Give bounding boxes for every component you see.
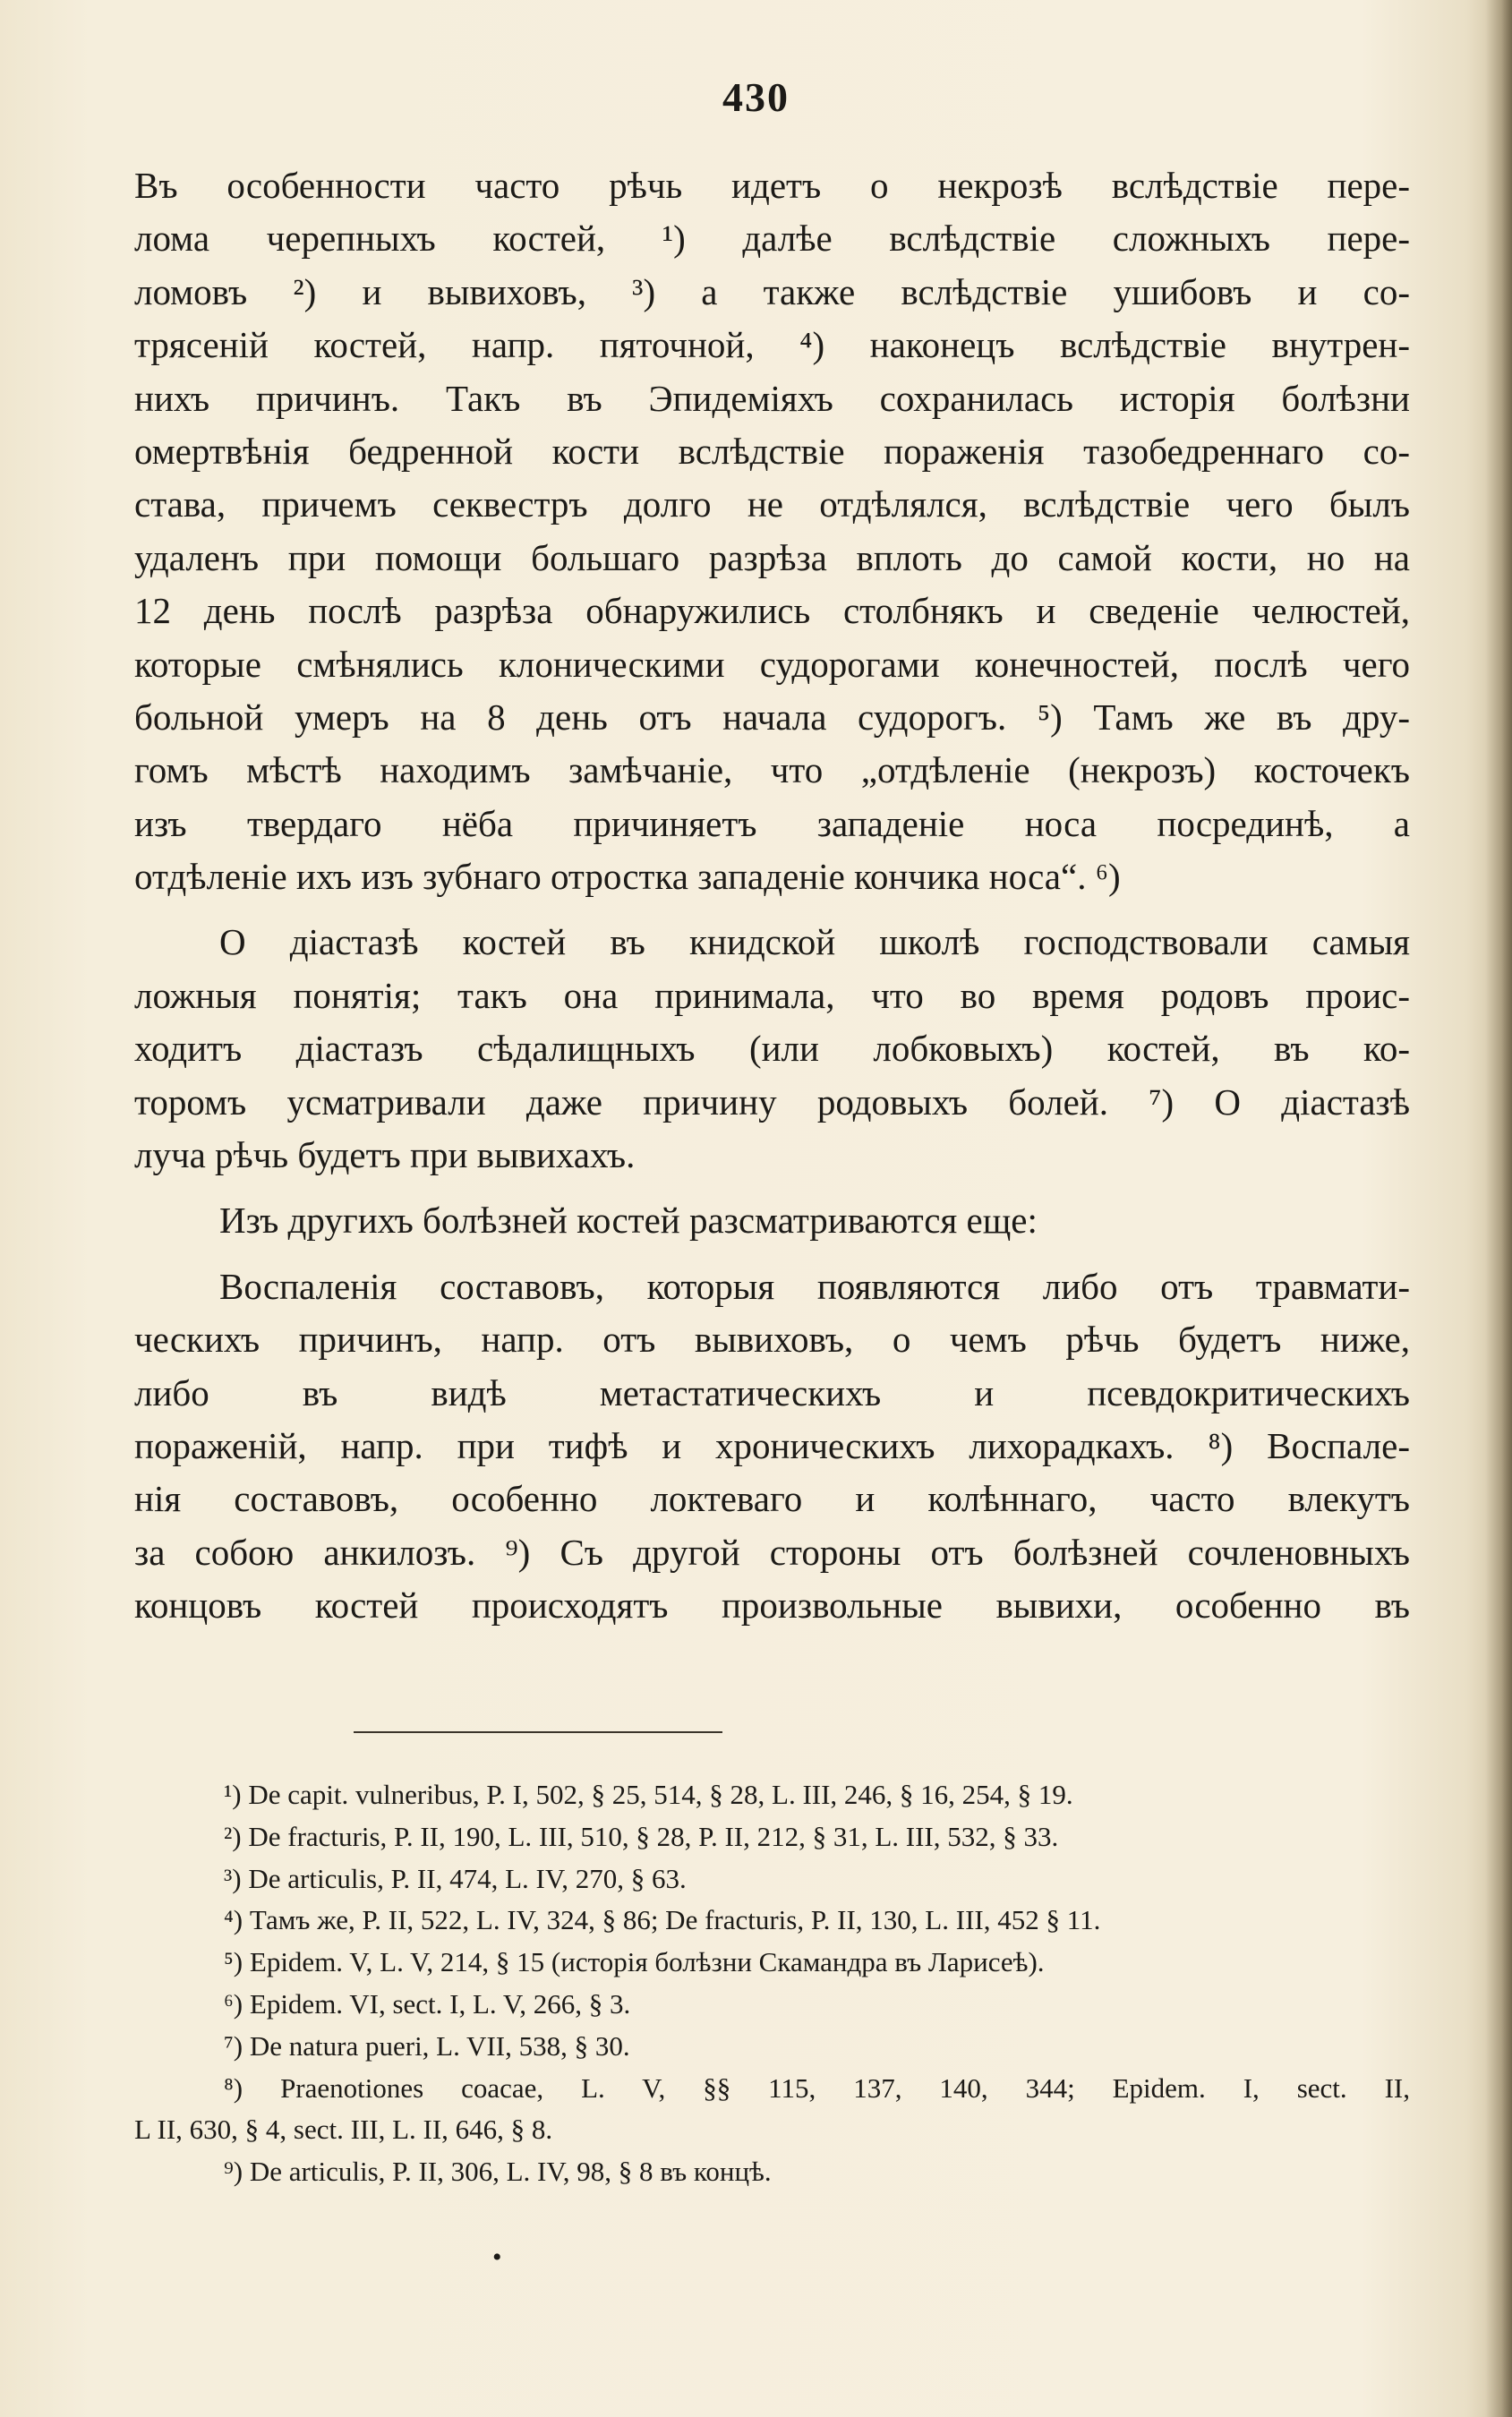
footnote: ⁹) De articulis, P. II, 306, L. IV, 98, § 8 въ концѣ. (224, 2156, 772, 2188)
text-line: торомъ усматривали даже причину родовыхъ болей. ⁷) О діастазѣ (134, 1080, 1410, 1123)
text-line: луча рѣчь будетъ при вывихахъ. (134, 1134, 636, 1176)
footnote: ³) De articulis, P. II, 474, L. IV, 270, § 63. (224, 1862, 687, 1894)
paragraph-gap (134, 903, 1410, 916)
page-spine-shadow (1485, 0, 1512, 2417)
text-line: нія составовъ, особенно локтеваго и колѣннаго, часто влекутъ (134, 1478, 1410, 1520)
text-line: 12 день послѣ разрѣза обнаружились столбнякъ и сведеніе челюстей, (134, 590, 1410, 632)
footnote: ⁷) De natura pueri, L. VII, 538, § 30. (224, 2029, 630, 2062)
text-line: Воспаленія составовъ, которыя появляются либо отъ травмати- (219, 1265, 1410, 1307)
text-line: ложныя понятія; такъ она принимала, что во время родовъ проис- (134, 974, 1410, 1016)
footnote: ⁴) Тамъ же, P. II, 522, L. IV, 324, § 86; De fracturis, P. II, 130, L. III, 452 § 11. (224, 1904, 1101, 1936)
main-text (134, 159, 1410, 1633)
footnotes (134, 1774, 1410, 2193)
footnote: ⁸) Praenotiones coacae, L. V, §§ 115, 137, 140, 344; Epidem. I, sect. II, (224, 2071, 1410, 2104)
text-line: става, причемъ секвестръ долго не отдѣлялся, вслѣдствіе чего былъ (134, 483, 1410, 525)
footnote: ²) De fracturis, P. II, 190, L. III, 510, § 28, P. II, 212, § 31, L. III, 532, § 33. (224, 1820, 1059, 1852)
text-line: ломовъ ²) и вывиховъ, ³) а также вслѣдствіе ушибовъ и со- (134, 270, 1410, 312)
paragraph-gap (134, 1182, 1410, 1194)
text-line: которые смѣнялись клоническими судорогами конечностей, послѣ чего (134, 643, 1410, 685)
text-line: концовъ костей происходятъ произвольные вывихи, особенно въ (134, 1584, 1410, 1627)
text-line: омертвѣнія бедренной кости вслѣдствіе пораженія тазобедреннаго со- (134, 430, 1410, 472)
footnote: ⁶) Epidem. VI, sect. I, L. V, 266, § 3. (224, 1987, 631, 2020)
text-line: лома черепныхъ костей, ¹) далѣе вслѣдствіе сложныхъ пере- (134, 218, 1410, 260)
text-line: Изъ другихъ болѣзней костей разсматриваются еще: (219, 1200, 1038, 1242)
text-line: гомъ мѣстѣ находимъ замѣчаніе, что „отдѣленіе (некрозъ) косточекъ (134, 749, 1410, 791)
footnote: ¹) De capit. vulneribus, P. I, 502, § 25, 514, § 28, L. III, 246, § 16, 254, § 19. (224, 1779, 1073, 1810)
text-line: трясеній костей, напр. пяточной, ⁴) наконецъ вслѣдствіе внутрен- (134, 324, 1410, 366)
text-line: О діастазѣ костей въ книдской школѣ господствовали самыя (219, 921, 1410, 963)
paragraph-gap (134, 1248, 1410, 1260)
footnote-continuation: L II, 630, § 4, sect. III, L. II, 646, § 8. (134, 2114, 553, 2146)
text-line: за собою анкилозъ. ⁹) Съ другой стороны отъ болѣзней сочленовныхъ (134, 1531, 1410, 1573)
text-line: удаленъ при помощи большаго разрѣза вплоть до самой кости, но на (134, 536, 1410, 578)
text-line: Въ особенности часто рѣчь идетъ о некрозѣ вслѣдствіе пере- (134, 165, 1410, 206)
footnote-divider (354, 1731, 722, 1733)
text-line: пораженій, напр. при тифѣ и хроническихъ лихорадкахъ. ⁸) Воспале- (134, 1424, 1410, 1466)
stray-print-mark: • (492, 2242, 502, 2272)
footnote: ⁵) Epidem. V, L. V, 214, § 15 (исторія болѣзни Скамандра въ Ларисеѣ). (224, 1946, 1045, 1978)
text-line: ческихъ причинъ, напр. отъ вывиховъ, о чемъ рѣчь будетъ ниже, (134, 1319, 1410, 1361)
text-line: либо въ видѣ метастатическихъ и псевдокритическихъ (134, 1371, 1410, 1413)
text-line: отдѣленіе ихъ изъ зубнаго отростка западеніе кончика носа“. ⁶) (134, 856, 1121, 898)
text-line: больной умеръ на 8 день отъ начала судорогъ. ⁵) Тамъ же въ дру- (134, 696, 1410, 738)
text-line: изъ твердаго нёба причиняетъ западеніе носа посрединѣ, а (134, 802, 1410, 844)
text-line: нихъ причинъ. Такъ въ Эпидеміяхъ сохранилась исторія болѣзни (134, 377, 1410, 419)
text-line: ходитъ діастазъ сѣдалищныхъ (или лобковыхъ) костей, въ ко- (134, 1028, 1410, 1070)
page-number: 430 (722, 74, 790, 120)
